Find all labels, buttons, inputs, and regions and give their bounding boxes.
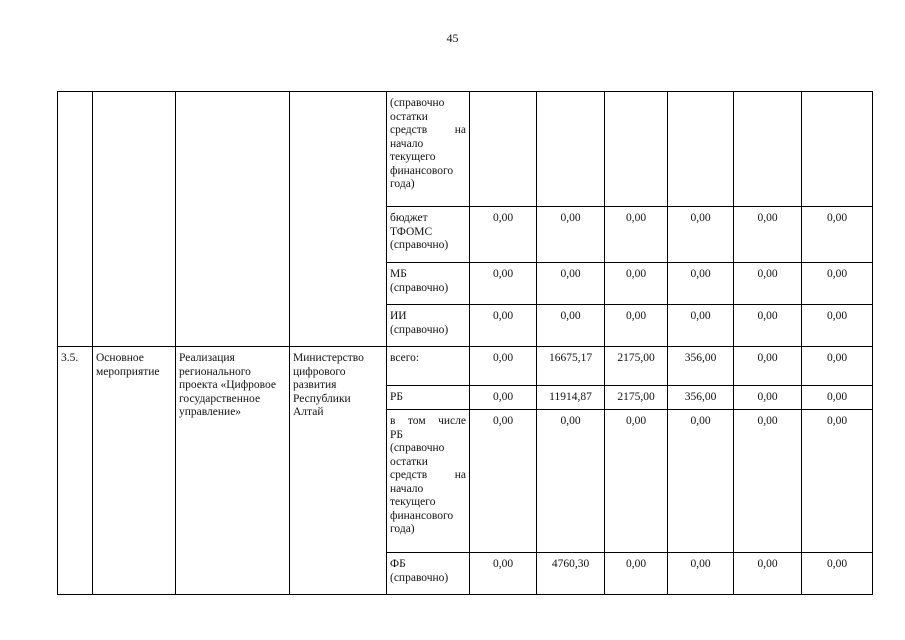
value-cell: 0,00 — [802, 347, 873, 386]
source-line: РБ — [390, 391, 403, 403]
value-cell: 0,00 — [802, 553, 873, 595]
page-number: 45 — [446, 31, 459, 45]
type-cell — [93, 92, 176, 347]
value-cell: 0,00 — [537, 263, 605, 305]
value-cell: 0,00 — [802, 305, 873, 347]
source-line: МБ — [390, 268, 407, 280]
value-cell: 0,00 — [470, 553, 537, 595]
type-cell: Основное мероприятие — [93, 347, 176, 595]
source-line: средств на — [390, 469, 466, 481]
executor-cell — [290, 92, 387, 347]
value-cell: 0,00 — [802, 410, 873, 553]
value-cell: 0,00 — [537, 207, 605, 263]
source-cell — [387, 553, 470, 595]
value-cell — [470, 92, 537, 207]
source-cell — [387, 207, 470, 263]
source-line: (справочно) — [390, 323, 449, 336]
value-cell: 0,00 — [470, 386, 537, 410]
source-line: года) — [390, 523, 415, 535]
value-cell: 0,00 — [668, 207, 734, 263]
source-line: (справочно — [390, 442, 445, 454]
value-cell: 0,00 — [537, 410, 605, 553]
source-line: ТФОМС — [390, 225, 433, 238]
value-cell: 0,00 — [802, 207, 873, 263]
source-line: остатки — [390, 455, 428, 468]
value-cell: 0,00 — [734, 386, 802, 410]
value-cell: 0,00 — [734, 553, 802, 595]
value-cell: 0,00 — [734, 207, 802, 263]
source-cell — [387, 92, 470, 207]
source-cell — [387, 347, 470, 386]
source-line: (справочно) — [390, 239, 449, 251]
value-cell: 0,00 — [668, 263, 734, 305]
value-cell: 356,00 — [668, 347, 734, 386]
value-cell — [734, 92, 802, 207]
value-cell: 0,00 — [470, 207, 537, 263]
value-cell: 0,00 — [605, 305, 668, 347]
value-cell: 0,00 — [470, 347, 537, 386]
value-cell: 0,00 — [605, 207, 668, 263]
source-cell — [387, 386, 470, 410]
source-line: ИИ — [390, 310, 407, 322]
value-cell: 0,00 — [802, 263, 873, 305]
value-cell: 0,00 — [605, 263, 668, 305]
name-cell: Реализация регионального проекта «Цифровое государственное управление» — [176, 347, 290, 595]
value-cell: 0,00 — [470, 263, 537, 305]
value-cell: 0,00 — [668, 410, 734, 553]
value-cell: 0,00 — [668, 553, 734, 595]
source-line: в том числе — [390, 415, 466, 427]
value-cell: 0,00 — [537, 305, 605, 347]
executor-cell: Министерство цифрового развития Республики Алтай — [290, 347, 387, 595]
value-cell: 2175,00 — [605, 347, 668, 386]
value-cell: 356,00 — [668, 386, 734, 410]
source-line: РБ — [390, 428, 403, 441]
value-cell: 4760,30 — [537, 553, 605, 595]
table-row — [58, 347, 873, 386]
source-line: (справочно — [390, 97, 445, 109]
source-line: ФБ — [390, 558, 406, 570]
value-cell: 0,00 — [668, 305, 734, 347]
value-cell: 0,00 — [734, 410, 802, 553]
name-cell — [176, 92, 290, 347]
source-line: текущего — [390, 496, 436, 508]
value-cell: 0,00 — [605, 410, 668, 553]
value-cell: 0,00 — [470, 410, 537, 553]
source-line: остатки — [390, 110, 428, 123]
value-cell: 0,00 — [605, 553, 668, 595]
value-cell: 11914,87 — [537, 386, 605, 410]
source-cell — [387, 305, 470, 347]
source-line: (справочно) — [390, 281, 449, 294]
number-cell — [58, 92, 93, 347]
source-line: финансового — [390, 509, 454, 522]
number-cell: 3.5. — [58, 347, 93, 595]
value-cell — [537, 92, 605, 207]
value-cell — [668, 92, 734, 207]
source-cell — [387, 263, 470, 305]
value-cell: 0,00 — [470, 305, 537, 347]
table-row — [58, 92, 873, 207]
value-cell — [605, 92, 668, 207]
source-line: финансового — [390, 164, 454, 177]
value-cell: 2175,00 — [605, 386, 668, 410]
source-line: начало — [390, 137, 424, 150]
source-line: года) — [390, 178, 415, 190]
source-line: средств на — [390, 124, 466, 136]
source-line: всего: — [390, 352, 420, 364]
value-cell: 16675,17 — [537, 347, 605, 386]
value-cell: 0,00 — [734, 305, 802, 347]
source-line: текущего — [390, 151, 436, 163]
value-cell — [802, 92, 873, 207]
source-line: (справочно) — [390, 571, 449, 584]
source-line: бюджет — [390, 212, 428, 224]
value-cell: 0,00 — [734, 263, 802, 305]
value-cell: 0,00 — [734, 347, 802, 386]
source-cell — [387, 410, 470, 553]
source-line: начало — [390, 482, 424, 495]
budget-table — [57, 91, 873, 595]
value-cell: 0,00 — [802, 386, 873, 410]
